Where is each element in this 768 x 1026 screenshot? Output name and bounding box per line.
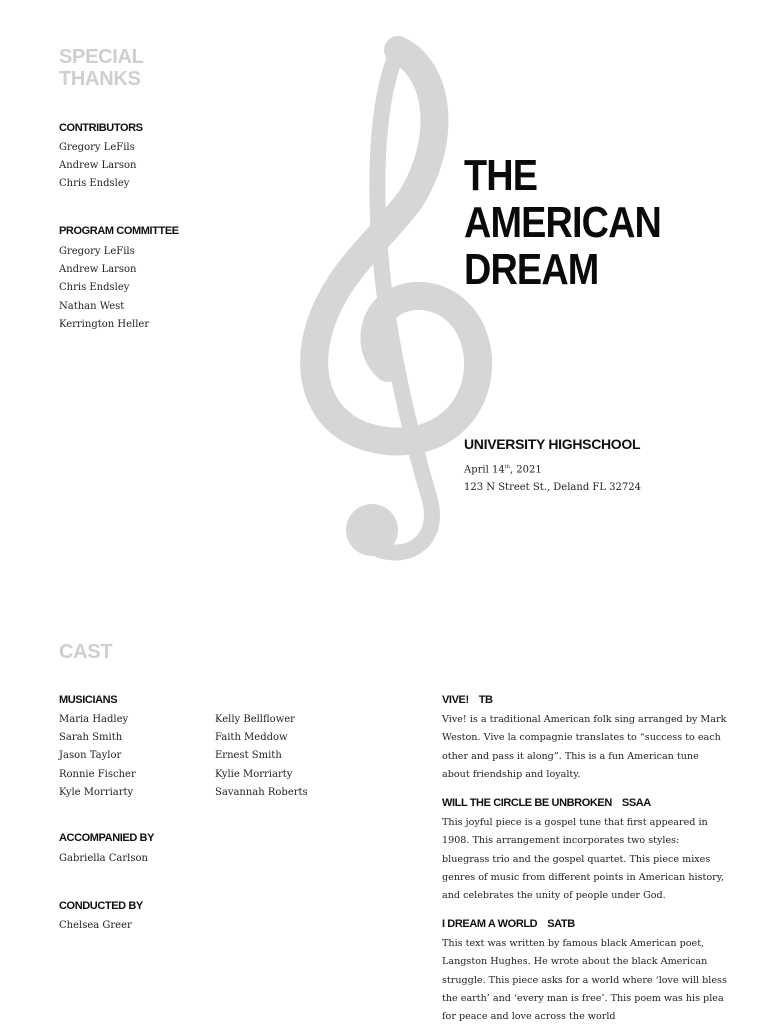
event-date	[464, 458, 641, 479]
song-title	[442, 694, 493, 706]
list-item: Kelly Bellflower	[215, 714, 295, 725]
accompanied-by-label: ACCOMPANIED BY	[59, 832, 155, 844]
song-description: This joyful piece is a gospel tune that first appeared in 1908. This arrangement incorporates two styles: bluegrass trio and the gospel quartet. This piece mixes genres of music from different points in American history, and celebrates the unity of people under God.	[442, 817, 724, 902]
song-title	[442, 797, 651, 809]
accompanist-name: Gabriella Carlson	[59, 853, 148, 864]
list-item: Andrew Larson	[59, 264, 137, 276]
song-voicing: TB	[478, 694, 493, 706]
page-title: THE AMERICAN DREAM	[464, 151, 662, 294]
list-item: Faith Meddow	[215, 732, 288, 744]
song-description: This text was written by famous black American poet, Langston Hughes. He wrote about the black American struggle. This piece asks for a world where ‘love will bless the earth’ and ‘every man is free’. This poem was his plea for peace and love across the world	[442, 938, 727, 1023]
school-name: UNIVERSITY HIGHSCHOOL	[464, 436, 641, 452]
song-name: VIVE!	[442, 694, 469, 706]
musicians-label: MUSICIANS	[59, 694, 118, 706]
contributors-label: CONTRIBUTORS	[59, 122, 143, 134]
program-committee-list	[59, 243, 149, 334]
list-item: Sarah Smith	[59, 732, 123, 744]
list-item: Ronnie Fischer	[59, 768, 136, 780]
event-info	[464, 458, 641, 497]
song-voicing: SATB	[547, 918, 575, 930]
musicians-list-col1	[59, 711, 136, 802]
date-suffix: th	[504, 464, 510, 470]
date-year: , 2021	[509, 464, 542, 476]
list-item: Chris Endsley	[59, 178, 130, 190]
list-item: Andrew Larson	[59, 160, 137, 172]
cast-heading: CAST	[59, 641, 113, 663]
list-item: Nathan West	[59, 300, 125, 312]
contributors-list	[59, 139, 136, 194]
special-thanks-heading: SPECIAL THANKS	[59, 46, 144, 90]
list-item: Kylie Morriarty	[215, 768, 293, 780]
list-item: Savannah Roberts	[215, 786, 308, 798]
list-item: Chris Endsley	[59, 282, 130, 294]
list-item: Ernest Smith	[215, 750, 282, 762]
song-name: WILL THE CIRCLE BE UNBROKEN	[442, 797, 612, 809]
conductor-name: Chelsea Greer	[59, 920, 132, 931]
song-name: I DREAM A WORLD	[442, 918, 538, 930]
musicians-list-col2	[215, 711, 308, 802]
list-item: Maria Hadley	[59, 714, 129, 725]
list-item: Jason Taylor	[59, 750, 122, 762]
song-description: Vive! is a traditional American folk sing arranged by Mark Weston. Vive la compagnie translates to “success to each other and pass it along”. This is a fun American tune about friendship and loyalty.	[442, 714, 727, 780]
list-item: Gregory LeFils	[59, 142, 135, 153]
date-day: April 14	[464, 464, 505, 476]
song-voicing: SSAA	[621, 797, 651, 809]
program-committee-label: PROGRAM COMMITTEE	[59, 225, 179, 237]
list-item: Kerrington Heller	[59, 318, 150, 330]
list-item: Kyle Morriarty	[59, 786, 134, 798]
conducted-by-label: CONDUCTED BY	[59, 900, 143, 912]
event-address: 123 N Street St., Deland FL 32724	[464, 482, 641, 494]
list-item: Gregory LeFils	[59, 246, 135, 257]
song-title	[442, 918, 575, 930]
